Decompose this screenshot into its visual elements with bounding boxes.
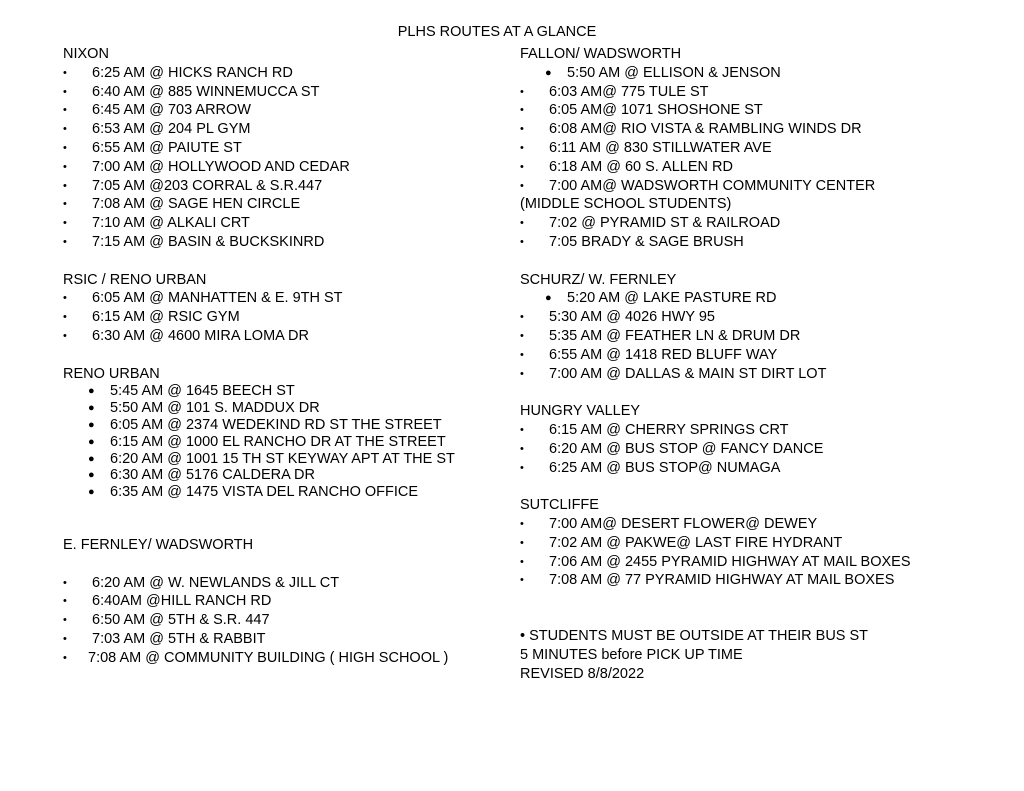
stop-item: ● 6:15 AM @ 1000 EL RANCHO DR AT THE STREET xyxy=(88,433,446,450)
stop-item: • 7:08 AM @ COMMUNITY BUILDING ( HIGH SCHOOL ) xyxy=(63,649,449,666)
stop-item: • 6:05 AM @ MANHATTEN & E. 9TH ST xyxy=(63,290,343,307)
bullet-icon: • xyxy=(520,235,524,248)
stop-item: • 7:05 BRADY & SAGE BRUSH xyxy=(520,233,744,250)
route-heading-sutcliffe: SUTCLIFFE xyxy=(520,497,599,514)
notice-five-minutes: 5 MINUTES before PICK UP TIME xyxy=(520,646,743,663)
bullet-icon: • xyxy=(520,123,524,136)
stop-item: • 6:45 AM @ 703 ARROW xyxy=(63,102,251,119)
stop-item: ● 6:05 AM @ 2374 WEDEKIND RD ST THE STREET xyxy=(88,416,442,433)
stop-item: • 6:05 AM@ 1071 SHOSHONE ST xyxy=(520,102,763,119)
bullet-icon: • xyxy=(63,632,67,645)
stop-item: ● 5:20 AM @ LAKE PASTURE RD xyxy=(545,290,777,307)
stop-item: • 6:30 AM @ 4600 MIRA LOMA DR xyxy=(63,327,310,344)
stop-item: • 7:00 AM@ WADSWORTH COMMUNITY CENTER xyxy=(520,177,876,194)
bullet-icon: • xyxy=(63,292,67,305)
bullet-icon: ● xyxy=(88,418,95,431)
bullet-icon: • xyxy=(63,85,67,98)
stop-item: • 6:25 AM @ HICKS RANCH RD xyxy=(63,64,293,81)
stop-item: ● 5:45 AM @ 1645 BEECH ST xyxy=(88,383,295,400)
stop-item: • 7:03 AM @ 5TH & RABBIT xyxy=(63,630,266,647)
route-heading-rsic: RSIC / RENO URBAN xyxy=(63,271,207,288)
bullet-icon: • xyxy=(520,104,524,117)
stop-item: • 5:30 AM @ 4026 HWY 95 xyxy=(520,309,715,326)
bullet-icon: • xyxy=(520,536,524,549)
stop-item: • 6:03 AM@ 775 TULE ST xyxy=(520,83,709,100)
route-list-e-fernley xyxy=(63,574,503,668)
page-title: PLHS ROUTES AT A GLANCE xyxy=(397,24,597,40)
stop-item: • 6:50 AM @ 5TH & S.R. 447 xyxy=(63,612,270,629)
stop-item: ● 6:20 AM @ 1001 15 TH ST KEYWAY APT AT THE ST xyxy=(88,450,455,467)
stop-item: • 6:25 AM @ BUS STOP@ NUMAGA xyxy=(520,459,781,476)
bullet-icon: ● xyxy=(545,292,552,305)
stop-item: • 6:18 AM @ 60 S. ALLEN RD xyxy=(520,158,733,175)
route-list-nixon xyxy=(63,64,503,252)
route-heading-fallon: FALLON/ WADSWORTH xyxy=(520,46,682,62)
bullet-icon: • xyxy=(520,423,524,436)
bullet-icon: • xyxy=(520,348,524,361)
stop-item: • 7:05 AM @203 CORRAL & S.R.447 xyxy=(63,177,323,194)
subnote: (MIDDLE SCHOOL STUDENTS) xyxy=(520,196,732,213)
bullet-icon: • xyxy=(520,329,524,342)
bullet-icon: ● xyxy=(88,435,95,448)
route-heading-hungry-valley: HUNGRY VALLEY xyxy=(520,403,641,420)
bullet-icon: • xyxy=(520,179,524,192)
stop-item: • 6:55 AM @ 1418 RED BLUFF WAY xyxy=(520,346,778,363)
stop-item: ● 6:35 AM @ 1475 VISTA DEL RANCHO OFFICE xyxy=(88,484,419,501)
bullet-icon: ● xyxy=(88,486,95,499)
stop-item: • 5:35 AM @ FEATHER LN & DRUM DR xyxy=(520,327,801,344)
stop-item: ● 5:50 AM @ 101 S. MADDUX DR xyxy=(88,400,320,417)
stop-item: • 7:10 AM @ ALKALI CRT xyxy=(63,215,250,232)
bullet-icon: • xyxy=(520,160,524,173)
stop-item: • 6:15 AM @ RSIC GYM xyxy=(63,309,240,326)
bullet-icon: • xyxy=(63,198,67,211)
bullet-icon: • xyxy=(63,179,67,192)
bullet-icon: • xyxy=(63,329,67,342)
route-list-sutcliffe xyxy=(520,515,1000,590)
bullet-icon: • xyxy=(63,160,67,173)
bullet-icon: ● xyxy=(545,66,552,79)
route-list-rsic xyxy=(63,289,503,345)
route-list-hungry-valley xyxy=(520,421,1000,477)
stop-item: • 7:08 AM @ SAGE HEN CIRCLE xyxy=(63,196,301,213)
bullet-icon: • xyxy=(520,461,524,474)
bullet-icon: • xyxy=(520,85,524,98)
bullet-icon: • xyxy=(63,66,67,79)
stop-item: • 6:15 AM @ CHERRY SPRINGS CRT xyxy=(520,421,789,438)
bullet-icon: • xyxy=(63,311,67,324)
bullet-icon: ● xyxy=(88,402,95,415)
bullet-icon: • xyxy=(63,576,67,589)
stop-item: • 6:20 AM @ W. NEWLANDS & JILL CT xyxy=(63,574,340,591)
route-heading-schurz: SCHURZ/ W. FERNLEY xyxy=(520,271,677,288)
stop-item: • 6:40AM @HILL RANCH RD xyxy=(63,593,272,610)
stop-item: • 7:00 AM@ DESERT FLOWER@ DEWEY xyxy=(520,515,818,532)
bullet-icon: • xyxy=(63,123,67,136)
bullet-icon: • xyxy=(520,367,524,380)
route-list-schurz xyxy=(520,289,1000,383)
stop-item: • 7:02 AM @ PAKWE@ LAST FIRE HYDRANT xyxy=(520,534,843,551)
bullet-icon: • xyxy=(520,217,524,230)
stop-item: • 6:08 AM@ RIO VISTA & RAMBLING WINDS DR xyxy=(520,121,862,138)
bullet-icon: • xyxy=(63,141,67,154)
bullet-icon: • xyxy=(63,217,67,230)
bullet-icon: • xyxy=(520,555,524,568)
stop-item: • 7:15 AM @ BASIN & BUCKSKINRD xyxy=(63,233,325,250)
bullet-icon: • xyxy=(63,104,67,117)
left-column xyxy=(63,45,503,668)
stop-item: • 6:53 AM @ 204 PL GYM xyxy=(63,121,251,138)
bullet-icon: • xyxy=(63,651,67,664)
bullet-icon: ● xyxy=(88,469,95,482)
bullet-icon: • xyxy=(63,235,67,248)
right-column xyxy=(520,45,1000,684)
stop-item: ● 5:50 AM @ ELLISON & JENSON xyxy=(545,64,781,81)
bullet-icon: • xyxy=(520,311,524,324)
route-list-fallon xyxy=(520,64,1000,252)
stop-item: ● 6:30 AM @ 5176 CALDERA DR xyxy=(88,467,315,484)
bullet-icon: • xyxy=(63,595,67,608)
bullet-icon: • xyxy=(520,141,524,154)
bullet-icon: • xyxy=(520,574,524,587)
bullet-icon: • xyxy=(63,614,67,627)
revised-date: REVISED 8/8/2022 xyxy=(520,665,645,682)
stop-item: • 7:02 @ PYRAMID ST & RAILROAD xyxy=(520,215,781,232)
stop-item: • 6:20 AM @ BUS STOP @ FANCY DANCE xyxy=(520,440,824,457)
stop-item: • 7:00 AM @ HOLLYWOOD AND CEDAR xyxy=(63,158,350,175)
stop-item: • 6:55 AM @ PAIUTE ST xyxy=(63,139,242,156)
bullet-icon: • xyxy=(520,442,524,455)
stop-item: • 7:00 AM @ DALLAS & MAIN ST DIRT LOT xyxy=(520,365,827,382)
stop-item: • 7:06 AM @ 2455 PYRAMID HIGHWAY AT MAIL BOXES xyxy=(520,553,911,570)
bullet-icon: ● xyxy=(88,385,95,398)
stop-item: • 7:08 AM @ 77 PYRAMID HIGHWAY AT MAIL BOXES xyxy=(520,572,895,589)
stop-item: • 6:11 AM @ 830 STILLWATER AVE xyxy=(520,139,772,156)
notice-outside-bus-stop: • STUDENTS MUST BE OUTSIDE AT THEIR BUS ST xyxy=(520,628,869,645)
route-list-reno-urban xyxy=(63,383,503,501)
route-heading-e-fernley: E. FERNLEY/ WADSWORTH xyxy=(63,536,254,553)
stop-item: • 6:40 AM @ 885 WINNEMUCCA ST xyxy=(63,83,320,100)
route-heading-nixon: NIXON xyxy=(63,46,109,62)
route-heading-reno-urban: RENO URBAN xyxy=(63,365,160,382)
bullet-icon: ● xyxy=(88,452,95,465)
bullet-icon: • xyxy=(520,517,524,530)
